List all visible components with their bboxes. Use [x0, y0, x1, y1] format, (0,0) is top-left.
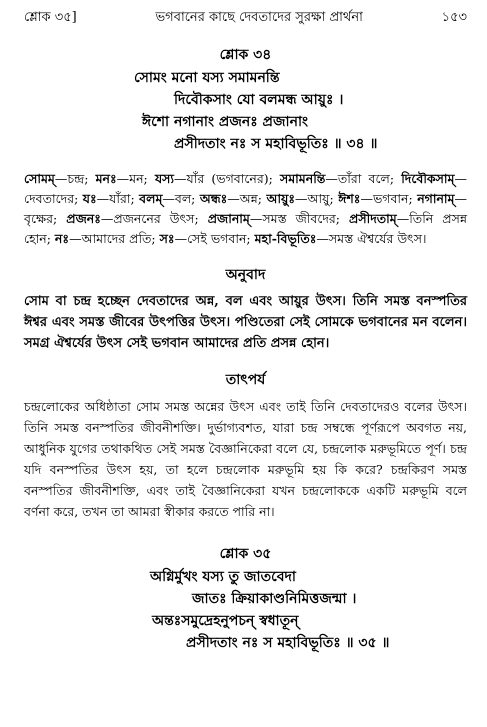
synonym-word: অন্ধঃ	[199, 191, 228, 206]
header-chapter-ref: শ্লোক ৩৫]	[24, 10, 77, 25]
page-number: ১৫৩	[441, 10, 467, 25]
synonym-meaning: —সমস্ত ঐশ্বর্যের উৎস।	[316, 231, 427, 246]
synonym-meaning: —সমস্ত জীবদের;	[249, 211, 350, 226]
synonym-word: প্রজানাম্	[207, 211, 250, 226]
synonym-word: প্রসীদতাম্	[349, 211, 397, 226]
sloka-35-label: শ্লোক ৩৫	[219, 546, 272, 562]
synonym-word: যস্য	[154, 171, 175, 186]
verse-line: অন্তঃসমুদ্রেহনুপচন্ স্বধাতূন্	[152, 613, 299, 629]
synonym-word: মহা-বিভূতিঃ	[254, 231, 317, 246]
synonym-meaning: —দেবতাদের;	[24, 171, 467, 206]
synonym-word: ঈশঃ	[338, 191, 361, 206]
synonym-meaning: —যাঁরা;	[96, 191, 140, 206]
verse-line: প্রসীদতাং নঃ স মহাবিভূতিঃ ॥ ৩৫ ॥	[186, 635, 390, 651]
synonym-word: যঃ	[82, 191, 97, 206]
header-title: ভগবানের কাছে দেবতাদের সুরক্ষা প্রার্থনা	[155, 10, 363, 25]
synonym-meaning: —যাঁর (ভগবানের);	[174, 171, 280, 186]
purport-text: চন্দ্রলোকের অধিষ্ঠাতা সোম সমস্ত অন্নের উৎস এবং তাই তিনি দেবতাদেরও বলের উৎস। তিনি সমস্ত বনস্পতির জীবনীশক্তি। দুর্ভাগ্যবশত, যারা চন্দ্র সম্বন্ধে পূর্ণরূপে অবগত নয়, আধুনিক যুগের তথাকথিত সেই সমস্ত বৈজ্ঞানিকেরা বলে যে, চন্দ্রলোক মরুভূমিতে পূর্ণ। চন্দ্র যদি বনস্পতির উৎস হয়, তা হলে চন্দ্রলোক মরুভূমি হয় কি করে? চন্দ্রকিরণ সমস্ত বনস্পতির জীবনীশক্তি, এবং তাই বৈজ্ঞানিকেরা যখন চন্দ্রলোককে একটি মরুভূমি বলে বর্ণনা করে, তখন তা আমরা স্বীকার করতে পারি না।	[24, 399, 467, 519]
synonym-meaning: —চন্দ্র;	[54, 171, 96, 186]
sloka-35-verse	[24, 566, 467, 654]
synonym-meaning: —তিনি প্রসন্ন হোন;	[24, 211, 467, 246]
synonym-meaning: —তাঁরা বলে;	[325, 171, 402, 186]
synonym-word: দিবৌকসাম্	[401, 171, 455, 186]
synonym-meaning: —মন;	[116, 171, 155, 186]
synonym-meaning: —অন্ন;	[227, 191, 267, 206]
synonym-meaning: —আয়ু;	[295, 191, 339, 206]
synonym-meaning: —বল;	[162, 191, 200, 206]
synonym-meaning: —প্রজননের উৎস;	[100, 211, 208, 226]
synonym-meaning: —আমাদের প্রতি;	[69, 231, 160, 246]
synonym-meaning: —বৃক্ষের;	[24, 191, 467, 226]
synonym-word: প্রজনঃ	[66, 211, 101, 226]
synonyms-paragraph	[24, 169, 467, 249]
synonym-meaning: —ভগবান;	[360, 191, 418, 206]
sloka-34-verse	[24, 67, 467, 155]
synonym-word: সমামনন্তি	[279, 171, 326, 186]
page-header	[24, 0, 467, 29]
synonym-meaning: —সেই ভগবান;	[174, 231, 255, 246]
synonym-word: আয়ুঃ	[266, 191, 296, 206]
purport-heading: তাৎপর্য	[225, 372, 266, 388]
verse-line: সোমং মনো যস্য সমামনন্তি	[134, 70, 280, 86]
verse-line: দিবৌকসাং যো বলমন্ধ আয়ুঃ ।	[174, 92, 344, 108]
synonym-word: নগানাম্	[417, 191, 455, 206]
verse-line: অগ্নির্মুখং যস্য তু জাতবেদা	[150, 569, 296, 585]
verse-line: ঈশো নগানাং প্রজনঃ প্রজানাং	[142, 114, 309, 130]
synonym-word: নঃ	[54, 231, 70, 246]
synonym-word: বলম্	[139, 191, 163, 206]
synonym-word: সঃ	[159, 231, 175, 246]
verse-line: প্রসীদতাং নঃ স মহাবিভূতিঃ ॥ ৩৪ ॥	[174, 136, 378, 152]
synonym-word: মনঃ	[95, 171, 117, 186]
verse-line: জাতঃ ক্রিয়াকাণ্ডনিমিত্তজন্মা ।	[192, 591, 357, 607]
translation-heading: অনুবাদ	[225, 267, 266, 283]
translation-text: সোম বা চন্দ্র হচ্ছেন দেবতাদের অন্ন, বল এবং আয়ুর উৎস। তিনি সমস্ত বনস্পতির ঈশ্বর এবং সমস্ত জীবের উৎপত্তির উৎস। পণ্ডিতেরা সেই সোমকে ভগবানের মন বলেন। সমগ্র ঐশ্বর্যের উৎস সেই ভগবান আমাদের প্রতি প্রসন্ন হোন।	[24, 294, 467, 351]
synonym-word: সোমম্	[24, 171, 55, 186]
sloka-34-label: শ্লোক ৩৪	[219, 47, 272, 63]
